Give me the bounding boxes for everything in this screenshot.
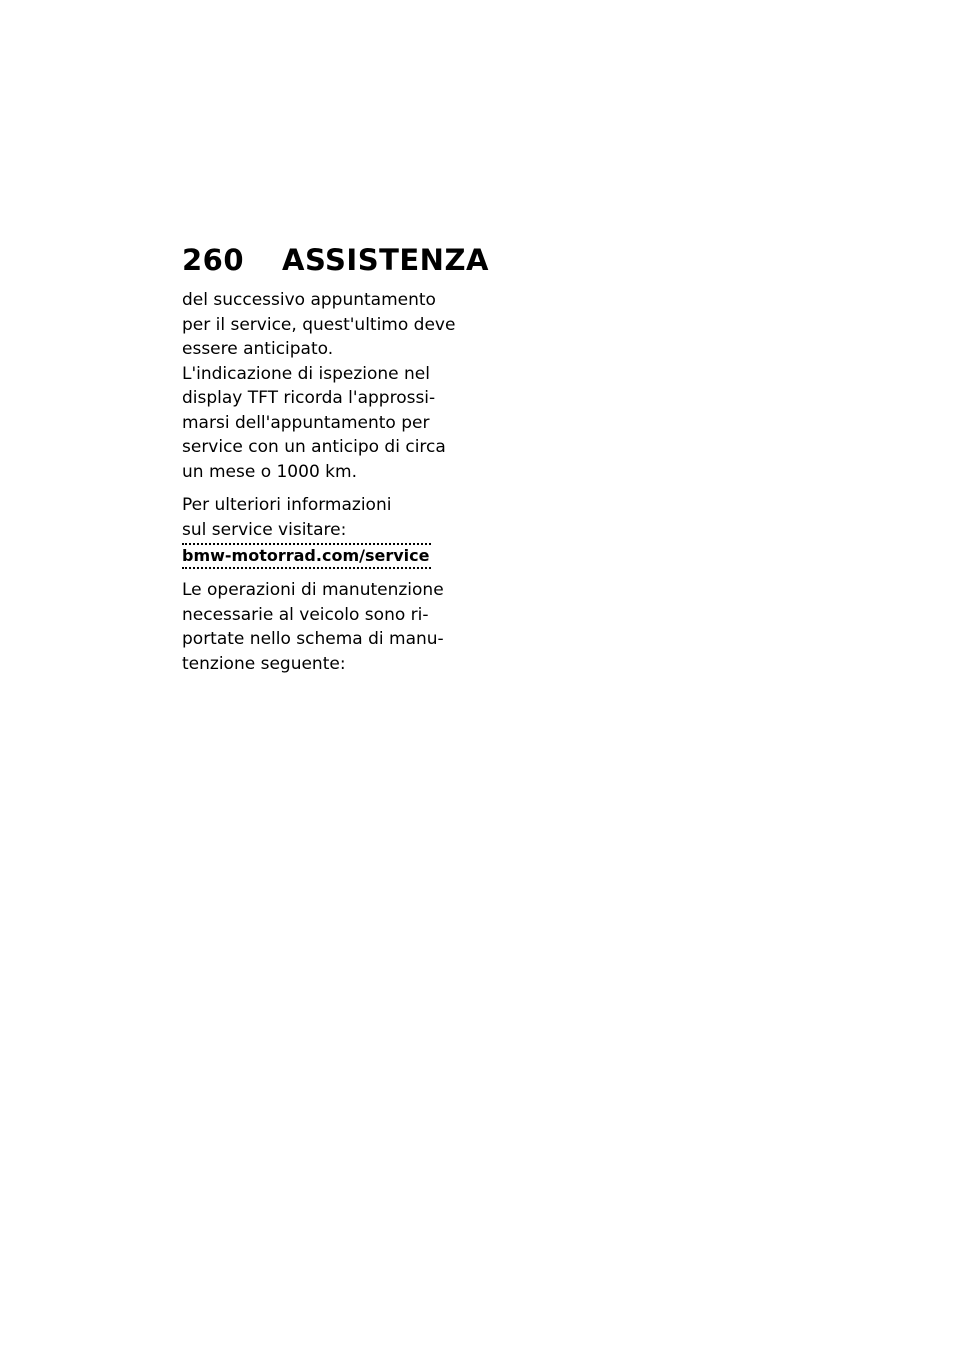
text-line: per il service, quest'ultimo deve — [182, 314, 456, 335]
text-line: portate nello schema di manu- — [182, 629, 444, 649]
text-line: display TFT ricorda l'approssi- — [182, 388, 436, 408]
text-line: Per ulteriori informazioni — [182, 495, 392, 515]
text-line: sul service visitare: — [182, 519, 347, 540]
paragraph-more-info — [182, 493, 472, 569]
text-line: L'indicazione di ispezione nel — [182, 363, 430, 384]
paragraph-inspection-indicator — [182, 362, 472, 485]
page-number: 260 — [182, 243, 245, 277]
paragraph-gap — [182, 569, 472, 578]
text-line: del successivo appuntamento — [182, 290, 436, 310]
text-line: un mese o 1000 km. — [182, 461, 357, 482]
text-line: marsi dell'appuntamento per — [182, 412, 430, 433]
text-line: service con un anticipo di circa — [182, 437, 446, 457]
paragraph-service-anticipation — [182, 288, 472, 362]
text-line: tenzione seguente: — [182, 653, 346, 674]
text-line: Le operazioni di manutenzione — [182, 580, 444, 600]
text-line: necessarie al veicolo sono ri- — [182, 604, 429, 625]
chapter-title: ASSISTENZA — [282, 243, 489, 277]
paragraph-gap — [182, 484, 472, 493]
page-header — [182, 240, 489, 280]
body-text — [182, 288, 472, 676]
service-link[interactable]: bmw-motorrad.com/service — [182, 543, 431, 569]
text-line: essere anticipato. — [182, 339, 334, 359]
paragraph-maintenance-operations — [182, 578, 472, 676]
